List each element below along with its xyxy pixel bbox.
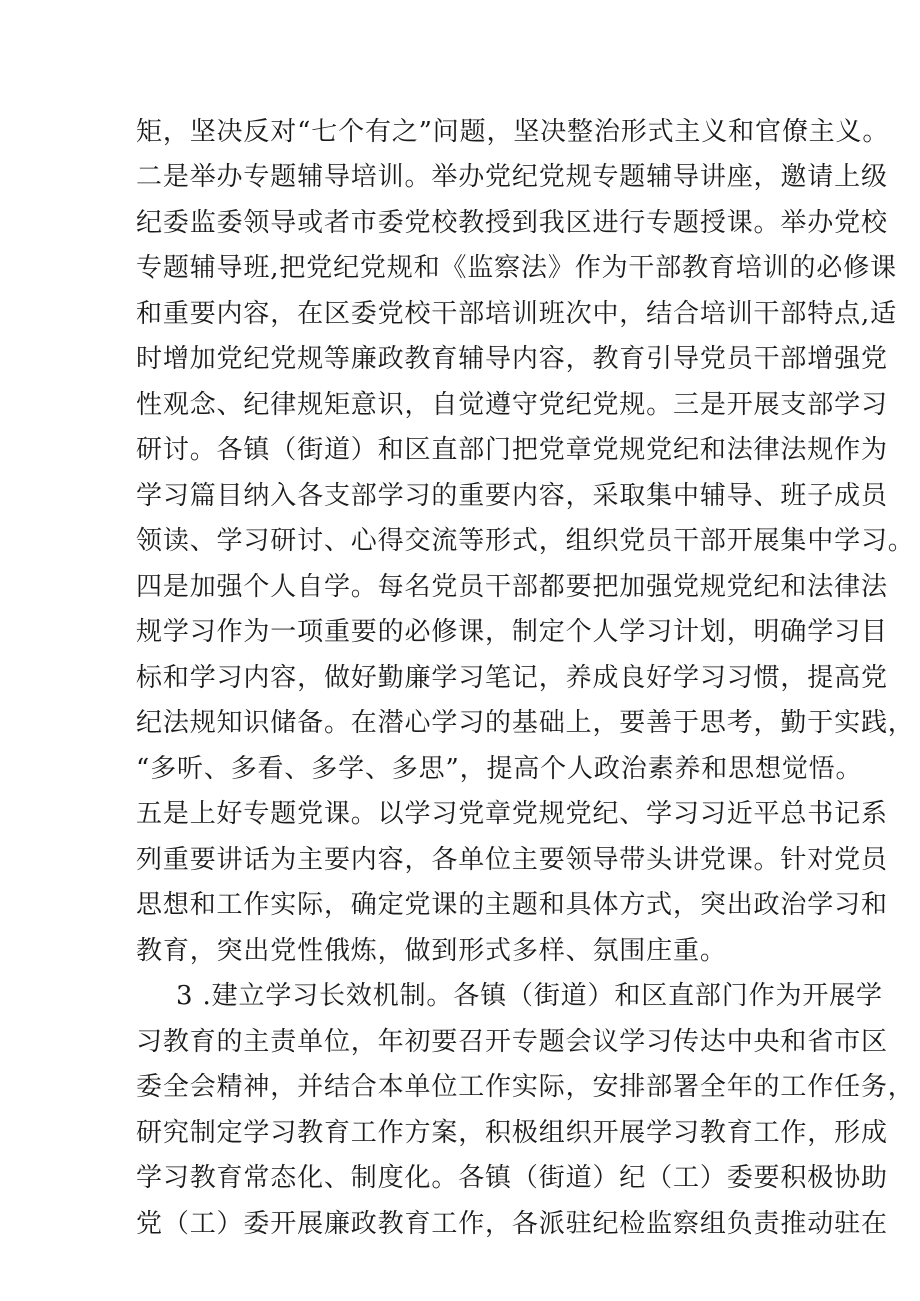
text-line: 研讨。各镇（街道）和区直部门把党章党规党纪和法律法规作为 [136, 435, 888, 465]
text-line: 学习篇目纳入各支部学习的重要内容，采取集中辅导、班子成员 [136, 481, 888, 511]
text-line: 教育，突出党性俄炼，做到形式多样、氛围庄重。 [136, 936, 727, 966]
text-line: 研究制定学习教育工作方案，积极组织开展学习教育工作，形成 [136, 1118, 888, 1148]
text-line: 纪法规知识储备。在潜心学习的基础上，要善于思考，勤于实践， [136, 708, 915, 738]
text-line: 和重要内容，在区委党校干部培训班次中，结合培训干部特点,适 [136, 299, 897, 329]
text-line: 标和学习内容，做好勤廉学习笔记，养成良好学习习惯，提高党 [136, 663, 888, 693]
text-line: 党（工）委开展廉政教育工作，各派驻纪检监察组负责推动驻在 [136, 1209, 888, 1239]
text-line: 性观念、纪律规矩意识，自觉遵守党纪党规。三是开展支部学习 [136, 390, 888, 420]
text-line: 时增加党纪党规等廉政教育辅导内容，教育引导党员干部增强党 [136, 344, 888, 374]
text-line: 专题辅导班,把党纪党规和《监察法》作为干部教育培训的必修课 [136, 253, 897, 283]
text-line: 矩，坚决反对“七个有之”问题，坚决整治形式主义和官僚主义。 [136, 117, 890, 147]
text-line: 学习教育常态化、制度化。各镇（街道）纪（工）委要积极协助 [136, 1163, 888, 1193]
text-line: 二是举办专题辅导培训。举办党纪党规专题辅导讲座，邀请上级 [136, 162, 888, 192]
text-line: 思想和工作实际，确定党课的主题和具体方式，突出政治学习和 [136, 890, 888, 920]
text-line: 列重要讲话为主要内容，各单位主要领导带头讲党课。针对党员 [136, 845, 888, 875]
text-line: 规学习作为一项重要的必修课，制定个人学习计划，明确学习目 [136, 617, 888, 647]
text-line: “多听、多看、多学、多思”，提高个人政治素养和思想觉悟。 [136, 754, 863, 784]
text-line: 委全会精神，并结合本单位工作实际，安排部署全年的工作任务， [136, 1072, 915, 1102]
text-line: 纪委监委领导或者市委党校教授到我区进行专题授课。举办党校 [136, 208, 888, 238]
text-line: 五是上好专题党课。以学习党章党规党纪、学习习近平总书记系 [136, 799, 888, 829]
text-line: 四是加强个人自学。每名党员干部都要把加强党规党纪和法律法 [136, 572, 888, 602]
text-line: 习教育的主责单位，年初要召开专题会议学习传达中央和省市区 [136, 1027, 888, 1057]
text-line: 领读、学习研讨、心得交流等形式，组织党员干部开展集中学习。 [136, 526, 915, 556]
text-line: 3 .建立学习长效机制。各镇（街道）和区直部门作为开展学 [176, 981, 883, 1011]
